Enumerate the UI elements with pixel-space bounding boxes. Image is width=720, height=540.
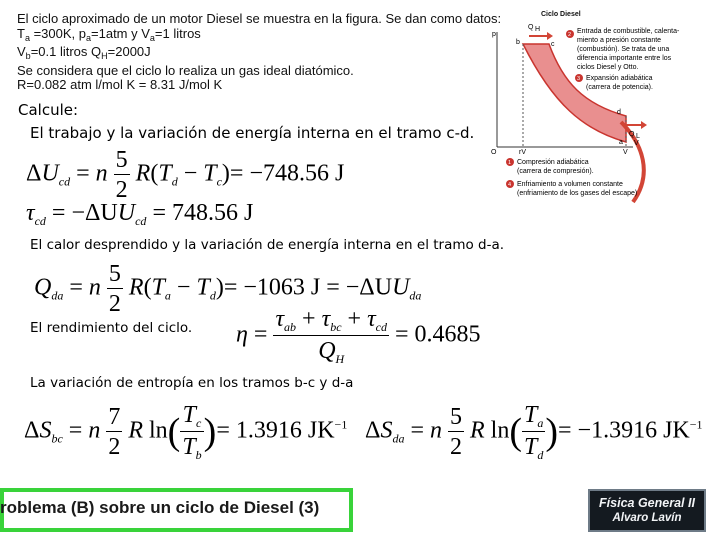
svg-text:1: 1: [508, 160, 512, 166]
point-c-label: c: [551, 41, 555, 48]
equation-q-da: $Q_{da} = n$ $\frac{5}{2}$ $R(T_a - T_d)= -1063$ $J = -\Delta UU_{da}$: [34, 261, 422, 317]
p-axis-label: p: [492, 31, 496, 38]
svg-text:H: H: [535, 26, 541, 33]
v-axis-label: V: [634, 140, 639, 147]
course-logo: [588, 489, 706, 532]
svg-text:2: 2: [568, 32, 572, 38]
note-combustion: Entrada de combustible, calenta-: [577, 28, 680, 35]
equation-efficiency: η = $\frac{\tau_{ab} + \tau_{bc} + \tau_{cd}}{Q_H}$ = 0.4685: [236, 306, 481, 366]
diesel-cycle-diagram: [483, 4, 720, 212]
svg-text:(carrera de compresión).: (carrera de compresión).: [517, 168, 594, 175]
note-compression: Compresión adiabática: [517, 159, 589, 166]
equation-du-cd: $\Delta U_{cd} = n$ $\frac{5}{2}$ $R(T_d - T_c)= -748.56$ J: [26, 147, 345, 203]
equation-tau-cd: $\tau_{cd} = -\Delta UU_{cd} = 748.56$ J: [26, 200, 254, 228]
given-line-4: Se considera que el ciclo lo realiza un gas ideal diatómico.: [17, 62, 354, 78]
footer-title: roblema (B) sobre un ciclo de Diesel (3): [0, 498, 320, 517]
svg-text:(combustión). Se trata de una: (combustión). Se trata de una: [577, 46, 670, 53]
note-expansion: Expansión adiabática: [586, 75, 653, 82]
logo-line-2: Alvaro Lavín: [612, 512, 682, 524]
given-line-3: $V_b=0.1$ litros $Q_H=2000J$: [17, 44, 151, 62]
equation-ds-bc: $\Delta S_{bc} = n$ $\frac{7}{2}$ R ln( $\frac{T_c}{T_b}$ )= 1.3916 $JK^{-1}$: [24, 402, 348, 462]
v-label: V: [623, 149, 628, 156]
equation-ds-da: $\Delta S_{da} = n$ $\frac{5}{2}$ R ln( $\frac{T_a}{T_d}$ )= −1.3916 $JK^{-1}$: [365, 402, 703, 462]
given-data: [17, 12, 532, 93]
calcule-item-3: El rendimiento del ciclo.: [30, 320, 193, 336]
given-line-5: R=0.082 atm l/mol K = 8.31 J/mol K: [17, 77, 223, 93]
rv-label: rV: [519, 149, 526, 156]
given-line-1: El ciclo aproximado de un motor Diesel se muestra en la figura. Se dan como datos:: [17, 11, 502, 26]
diesel-cycle-figure: [483, 4, 720, 212]
calcule-item-2: El calor desprendido y la variación de energía interna en el tramo d-a.: [30, 237, 505, 253]
svg-text:4: 4: [508, 182, 512, 188]
diagram-title: Ciclo Diesel: [541, 11, 581, 18]
logo-line-1: Física General II: [599, 496, 695, 510]
note-cooling: Enfriamiento a volumen constante: [517, 181, 623, 188]
calcule-heading: Calcule:: [18, 101, 79, 119]
svg-text:miento a presión constante: miento a presión constante: [577, 37, 662, 44]
calcule-item-4: La variación de entropía en los tramos b-c y d-a: [30, 375, 354, 391]
ql-label: Q: [629, 131, 635, 138]
svg-text:(carrera de potencia).: (carrera de potencia).: [586, 84, 653, 91]
svg-text:3: 3: [577, 76, 581, 82]
svg-text:diferencia importante entre lo: diferencia importante entre los: [577, 55, 672, 62]
svg-text:L: L: [636, 133, 640, 140]
origin-label: O: [491, 149, 497, 156]
point-d-label: d: [617, 109, 621, 116]
point-b-label: b: [516, 39, 520, 46]
given-line-2: $T_a =300K$, $p_a=1atm$ y $V_a=1$ litros: [17, 25, 201, 43]
svg-text:(enfriamiento de los gases del: (enfriamiento de los gases del escape): [517, 190, 638, 197]
calcule-item-1: El trabajo y la variación de energía interna en el tramo c-d.: [30, 124, 475, 142]
svg-text:ciclos Diesel y Otto.: ciclos Diesel y Otto.: [577, 64, 639, 71]
point-a-label: a: [619, 139, 623, 146]
qh-label: Q: [528, 24, 534, 31]
